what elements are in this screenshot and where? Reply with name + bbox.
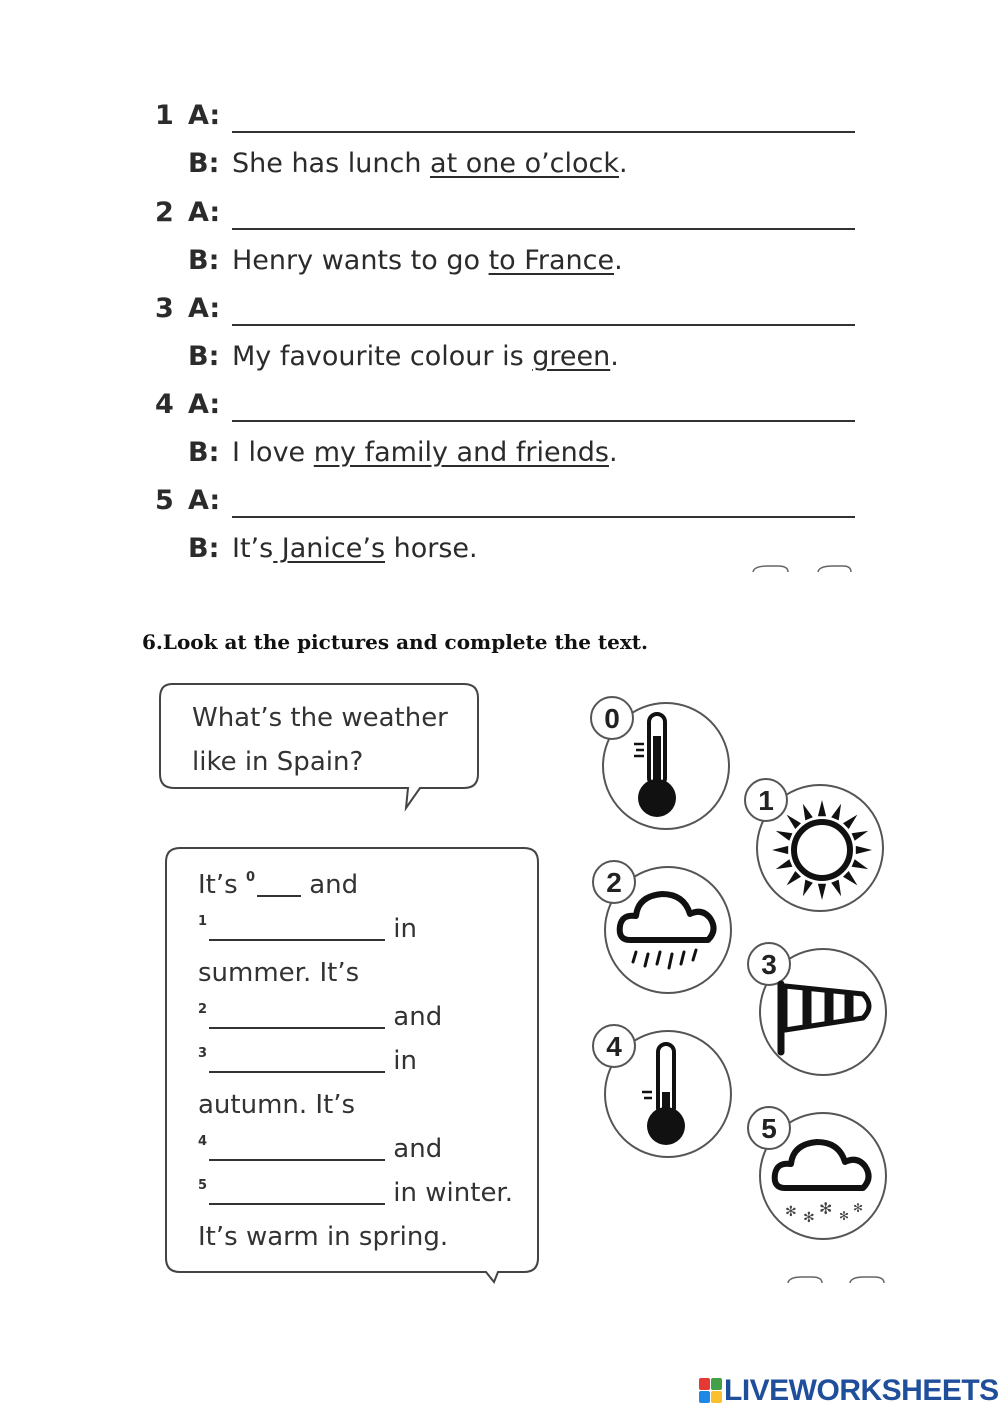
answer-line[interactable] — [232, 324, 855, 326]
speaker-b-label: B: — [188, 148, 220, 179]
speaker-b-label: B: — [188, 533, 220, 564]
svg-text:✻: ✻ — [785, 1204, 797, 1220]
speaker-a-label: A: — [188, 293, 221, 324]
text-row-4 — [198, 1046, 417, 1076]
thermometer-cold-icon — [590, 1022, 740, 1162]
text-fragment: It’s — [198, 870, 246, 900]
exercise-heading: 6.Look at the pictures and complete the text. — [142, 630, 649, 654]
text-row-3 — [198, 1002, 442, 1032]
question-number: 5 — [155, 485, 174, 516]
sentence-text: She has lunch — [232, 148, 431, 179]
answer-sentence — [232, 437, 618, 468]
sun-icon — [742, 776, 892, 916]
answer-sentence — [232, 341, 619, 372]
text-fragment: in — [385, 914, 418, 944]
gap-number: 5 — [198, 1178, 208, 1193]
text-fragment: in winter. — [385, 1178, 514, 1208]
gap-number: 0 — [245, 870, 255, 885]
question-number: 2 — [155, 197, 174, 228]
gap-number: 4 — [198, 1134, 208, 1149]
score-boxes-cropped — [750, 562, 860, 574]
text-fragment: and — [385, 1134, 443, 1164]
text-fragment: in — [385, 1046, 418, 1076]
answer-line[interactable] — [232, 420, 855, 422]
text-row-5: autumn. It’s — [198, 1090, 356, 1120]
icon-number: 1 — [758, 785, 774, 816]
text-row-1 — [198, 914, 417, 944]
liveworksheets-logo — [698, 1373, 999, 1409]
logo-mark-icon — [698, 1376, 724, 1406]
gap-number: 2 — [198, 1002, 208, 1017]
answer-sentence — [232, 148, 628, 179]
icon-number: 3 — [761, 949, 777, 980]
svg-text:✻: ✻ — [853, 1201, 864, 1215]
icon-number: 5 — [761, 1113, 777, 1144]
sentence-end: . — [614, 245, 623, 276]
svg-text:✻: ✻ — [819, 1199, 833, 1218]
icon-number: 2 — [606, 867, 622, 898]
text-row-7 — [198, 1178, 513, 1208]
svg-text:✻: ✻ — [839, 1209, 850, 1223]
sentence-end: horse. — [385, 533, 478, 564]
underlined-phrase: my family and friends — [313, 437, 609, 468]
sentence-end: . — [610, 341, 619, 372]
answer-line[interactable] — [232, 516, 855, 518]
text-row-8: It’s warm in spring. — [198, 1222, 449, 1252]
rain-cloud-icon — [590, 858, 740, 998]
thermometer-hot-icon — [588, 694, 738, 834]
answer-line[interactable] — [232, 228, 855, 230]
gap-number: 1 — [198, 914, 208, 929]
underlined-phrase: green — [532, 341, 611, 372]
windsock-icon — [745, 940, 895, 1080]
qa-item — [150, 100, 855, 190]
speaker-a-label: A: — [188, 197, 221, 228]
question-line-2: like in Spain? — [192, 747, 364, 777]
sentence-end: . — [619, 148, 628, 179]
answer-sentence — [232, 533, 478, 564]
answer-sentence — [232, 245, 623, 276]
svg-text:✻: ✻ — [803, 1210, 815, 1226]
text-row-6 — [198, 1134, 442, 1164]
underlined-phrase: to France — [488, 245, 615, 276]
gap-blank-5[interactable] — [209, 1203, 385, 1205]
underlined-phrase: at one o’clock — [430, 148, 620, 179]
gap-blank-0[interactable] — [257, 895, 301, 897]
text-fragment: and — [300, 870, 359, 900]
answer-line[interactable] — [232, 131, 855, 133]
question-number: 3 — [155, 293, 174, 324]
logo-text: LIVEWORKSHEETS — [724, 1374, 999, 1407]
sentence-text: My favourite colour is — [232, 341, 533, 372]
speaker-b-label: B: — [188, 341, 220, 372]
gap-number: 3 — [198, 1046, 208, 1061]
icon-number: 4 — [606, 1031, 622, 1062]
gap-blank-2[interactable] — [209, 1027, 385, 1029]
question-number: 1 — [155, 100, 174, 131]
question-bubble — [158, 682, 484, 812]
speaker-a-label: A: — [188, 389, 221, 420]
snow-cloud-icon — [745, 1104, 895, 1244]
qa-item — [150, 197, 855, 287]
question-number: 4 — [155, 389, 174, 420]
sentence-text: Henry wants to go — [232, 245, 489, 276]
qa-item — [150, 293, 855, 383]
speaker-a-label: A: — [188, 485, 221, 516]
underlined-phrase: Janice’s — [273, 533, 386, 564]
text-row-2: summer. It’s — [198, 958, 360, 988]
qa-item — [150, 389, 855, 479]
gap-blank-1[interactable] — [209, 939, 385, 941]
text-row-0 — [198, 870, 358, 900]
text-fragment: and — [385, 1002, 443, 1032]
sentence-text: I love — [232, 437, 314, 468]
score-boxes-cropped — [784, 1273, 894, 1285]
speaker-b-label: B: — [188, 437, 220, 468]
question-line-1: What’s the weather — [192, 703, 448, 733]
speaker-a-label: A: — [188, 100, 221, 131]
sentence-end: . — [608, 437, 618, 468]
icon-number: 0 — [604, 703, 620, 734]
gap-blank-4[interactable] — [209, 1159, 385, 1161]
sentence-text: It’s — [232, 533, 274, 564]
gap-blank-3[interactable] — [209, 1071, 385, 1073]
speaker-b-label: B: — [188, 245, 220, 276]
